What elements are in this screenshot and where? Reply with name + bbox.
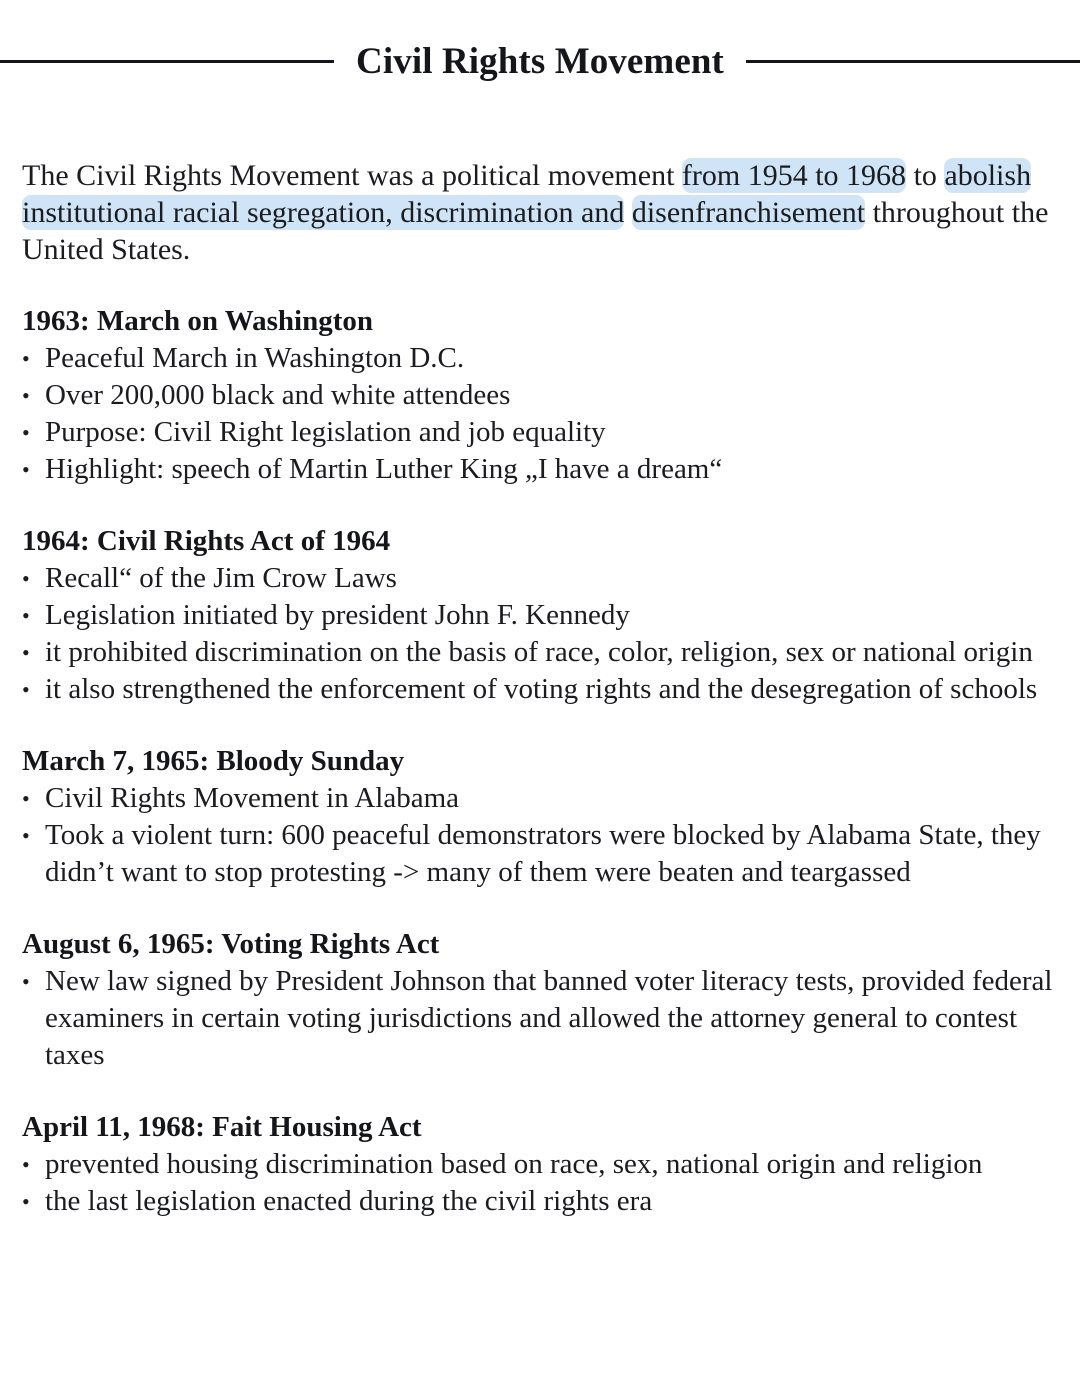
section-fair-housing-act — [22, 1110, 1054, 1220]
title-block — [0, 0, 1080, 105]
list-item: • New law signed by President Johnson that banned voter literacy tests, provided federal examiners in certain voting jurisdictions and allowed the attorney general to contest taxes — [22, 963, 1054, 1074]
list-item: • it prohibited discrimination on the basis of race, color, religion, sex or national origin — [22, 634, 1054, 671]
intro-highlight-abolish: abolish institutional racial segregation, discrimination and — [22, 158, 1032, 229]
section-heading: 1964: Civil Rights Act of 1964 — [22, 524, 391, 557]
intro-text-part-1: The Civil Rights Movement was a political movement — [22, 158, 682, 192]
intro-highlight-dates: from 1954 to 1968 — [681, 158, 907, 192]
section-heading: March 7, 1965: Bloody Sunday — [22, 744, 405, 777]
section-civil-rights-act-1964 — [22, 524, 1054, 708]
section-heading: 1963: March on Washington — [22, 304, 374, 337]
list-item: • Highlight: speech of Martin Luther King „I have a dream“ — [22, 451, 1054, 488]
list-item: • the last legislation enacted during the civil rights era — [22, 1183, 1054, 1220]
list-item: • Recall“ of the Jim Crow Laws — [22, 560, 1054, 597]
intro-text-part-2: to — [906, 158, 945, 192]
intro-paragraph — [22, 157, 1054, 268]
list-item: • it also strengthened the enforcement of voting rights and the desegregation of schools — [22, 671, 1054, 708]
list-item: • Legislation initiated by president John F. Kennedy — [22, 597, 1054, 634]
document-content — [0, 157, 1080, 1220]
list-item: • Purpose: Civil Right legislation and job equality — [22, 414, 1054, 451]
list-item: • Took a violent turn: 600 peaceful demonstrators were blocked by Alabama State, they didn’t want to stop protesting -> many of them were beaten and teargassed — [22, 817, 1054, 891]
list-item: • Over 200,000 black and white attendees — [22, 377, 1054, 414]
section-bloody-sunday — [22, 744, 1054, 891]
bullet-list — [22, 1146, 1054, 1220]
bullet-list — [22, 780, 1054, 891]
section-voting-rights-act — [22, 927, 1054, 1074]
section-heading: August 6, 1965: Voting Rights Act — [22, 927, 440, 960]
bullet-list — [22, 963, 1054, 1074]
intro-text-part-3: throughout the United States. — [22, 195, 1049, 266]
list-item: • Civil Rights Movement in Alabama — [22, 780, 1054, 817]
bullet-list — [22, 560, 1054, 708]
page-title: Civil Rights Movement — [356, 40, 724, 82]
title-rule-left — [0, 60, 334, 63]
list-item: • prevented housing discrimination based on race, sex, national origin and religion — [22, 1146, 1054, 1183]
bullet-list — [22, 340, 1054, 488]
intro-highlight-disenfranchisement: disenfranchisement — [631, 195, 866, 229]
section-heading: April 11, 1968: Fait Housing Act — [22, 1110, 422, 1143]
title-rule-right — [746, 60, 1080, 63]
section-march-on-washington — [22, 304, 1054, 488]
list-item: • Peaceful March in Washington D.C. — [22, 340, 1054, 377]
